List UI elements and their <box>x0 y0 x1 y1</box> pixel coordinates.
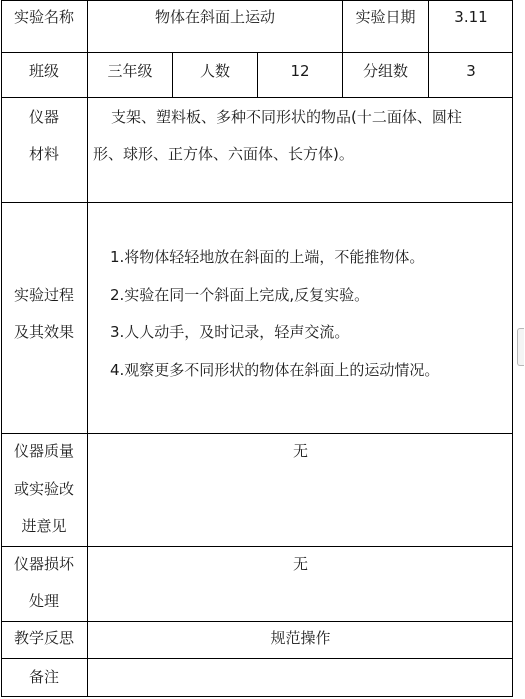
experiment-name-value: 物体在斜面上运动 <box>154 8 275 26</box>
damage-label-line: 处理 <box>28 592 59 610</box>
experiment-date-label: 实验日期 <box>355 8 416 26</box>
group-count-value: 3 <box>466 62 476 80</box>
group-count-label: 分组数 <box>362 62 408 80</box>
row-divider <box>1 546 513 547</box>
class-label: 班级 <box>28 62 59 80</box>
materials-label-line: 仪器 <box>28 108 59 126</box>
process-step: 2.实验在同一个斜面上完成,反复实验。 <box>110 286 370 304</box>
quality-label-line: 或实验改 <box>13 480 74 498</box>
row-divider <box>1 621 513 622</box>
reflection-value: 规范操作 <box>270 629 331 647</box>
experiment-date-value: 3.11 <box>454 8 488 26</box>
student-count-label: 人数 <box>199 62 230 80</box>
remarks-label: 备注 <box>28 668 59 686</box>
row-divider <box>1 658 513 659</box>
materials-label-line: 材料 <box>28 145 59 163</box>
quality-label-line: 进意见 <box>21 517 67 535</box>
row-divider <box>1 433 513 434</box>
damage-label-line: 仪器损坏 <box>13 555 74 573</box>
reflection-label: 教学反思 <box>13 629 74 647</box>
process-step: 1.将物体轻轻地放在斜面的上端，不能推物体。 <box>110 248 425 266</box>
side-scroll-tab[interactable] <box>517 328 524 366</box>
materials-text-line: 支架、塑料板、多种不同形状的物品(十二面体、圆柱 <box>111 108 462 126</box>
class-value: 三年级 <box>107 62 153 80</box>
row-divider <box>1 97 513 98</box>
process-step: 4.观察更多不同形状的物体在斜面上的运动情况。 <box>110 361 440 379</box>
materials-text-line: 形、球形、正方体、六面体、长方体)。 <box>93 145 354 163</box>
quality-value: 无 <box>292 442 308 460</box>
student-count-value: 12 <box>290 62 310 80</box>
process-step: 3.人人动手，及时记录，轻声交流。 <box>110 323 350 341</box>
process-label-line: 实验过程 <box>13 286 74 304</box>
quality-label-line: 仪器质量 <box>13 442 74 460</box>
damage-value: 无 <box>292 555 308 573</box>
row-divider <box>1 202 513 203</box>
column-divider <box>87 0 88 697</box>
experiment-name-label: 实验名称 <box>13 8 74 26</box>
process-label-line: 及其效果 <box>13 323 74 341</box>
